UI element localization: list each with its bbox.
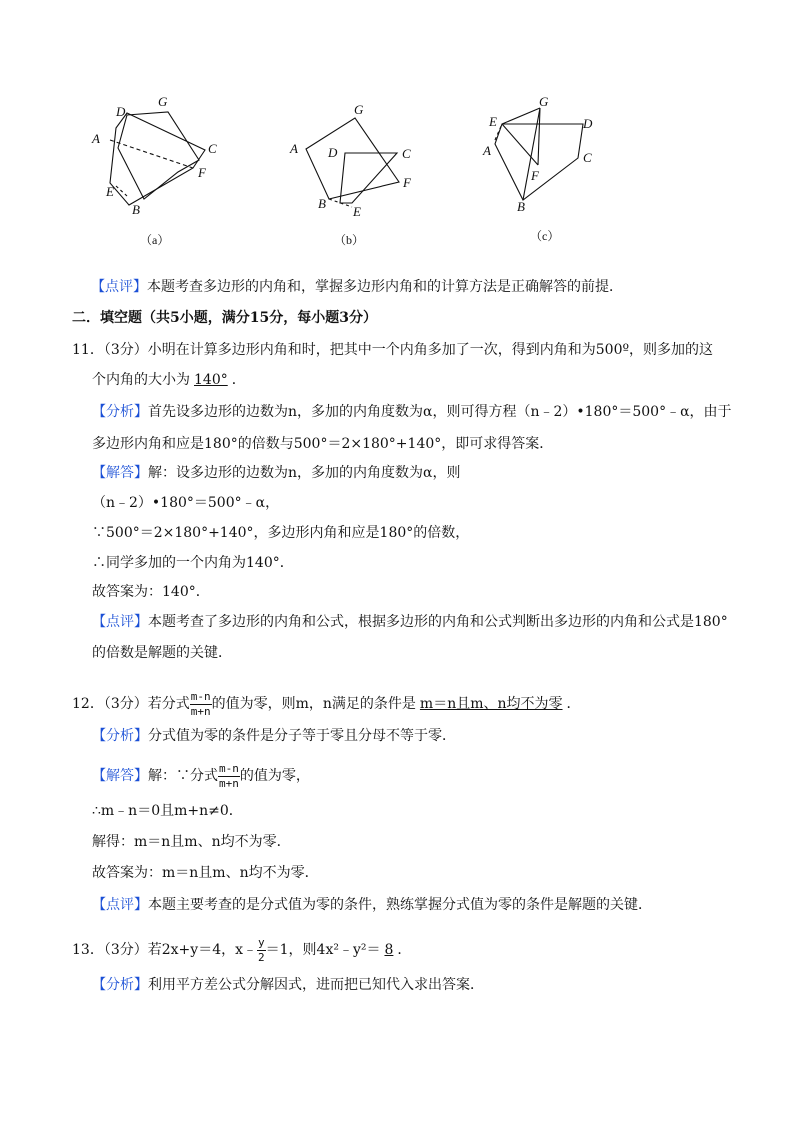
solution-tag: 【解答】 [92, 465, 148, 481]
fig-c-label-F: F [531, 168, 539, 183]
q13-score: （3分） [103, 942, 148, 958]
q13-fraction [257, 936, 266, 965]
q12-frac-den: m+n [190, 704, 211, 718]
fig-b-label-B: B [318, 196, 326, 211]
q11-answer: 140° [194, 372, 228, 388]
q11-comment [92, 612, 728, 632]
q11-sol-3: ∵500°＝2×180°+140°，多边形内角和应是180°的倍数， [92, 525, 470, 541]
q13-analysis-text: 利用平方差公式分解因式，进而把已知代入求出答案． [148, 977, 484, 993]
fig-a-label-A: A [92, 131, 100, 146]
fig-b-label-G: G [354, 102, 364, 117]
fig-c-label-C: C [583, 150, 592, 165]
top-comment-text: 本题考查多边形的内角和，掌握多边形内角和的计算方法是正确解答的前提． [147, 279, 623, 295]
fig-c-label-E: E [489, 114, 497, 129]
q12-line1 [72, 688, 581, 720]
q11-sol-4: ∴同学多加的一个内角为140°． [92, 555, 294, 571]
q11-sol-5: 故答案为：140°． [92, 584, 210, 600]
q13-number: 13． [72, 942, 104, 958]
q11-text-1: 小明在计算多边形内角和时，把其中一个内角多加了一次，得到内角和为500º，则多加的这 [147, 342, 714, 358]
fig-b-label-E: E [353, 204, 361, 219]
q12-frac-num: m-n [190, 689, 211, 703]
q11-line1 [72, 340, 713, 360]
q11-analysis-line2: 多边形内角和应是180°的倍数与500°＝2×180°+140°，即可求得答案． [92, 436, 554, 452]
fig-a-label-E: E [106, 184, 114, 199]
q13-text-3: ． [397, 942, 412, 958]
analysis-tag: 【分析】 [92, 404, 148, 420]
fig-a-label-F: F [198, 165, 206, 180]
section-title: 二．填空题（共5小题，满分15分，每小题3分） [72, 310, 377, 326]
q11-analysis-text-1: 首先设多边形的边数为n，多加的内角度数为α，则可得方程（n﹣2）•180°＝500°﹣α，由于 [148, 404, 732, 420]
comment-tag: 【点评】 [92, 614, 148, 630]
q11-analysis [92, 402, 732, 422]
figure-a [110, 112, 205, 205]
q11-score: （3分） [103, 342, 148, 358]
fig-b-label-D: D [328, 145, 338, 160]
q12-sol-frac-num: m-n [219, 761, 239, 775]
q12-comment-text: 本题主要考查的是分式值为零的条件，熟练掌握分式值为零的条件是解题的关键． [148, 897, 652, 913]
fig-c-label-G: G [539, 94, 549, 109]
q11-sol-1: 解：设多边形的边数为n，多加的内角度数为α，则 [148, 465, 461, 481]
q12-text-3: ． [566, 696, 581, 712]
q12-answer: m＝n且m、n均不为零 [419, 696, 563, 712]
q12-solution [92, 760, 310, 792]
q13-answer: 8 [384, 942, 394, 958]
top-comment [91, 277, 623, 297]
q12-sol-3: 解得：m＝n且m、n均不为零． [92, 834, 291, 850]
q13-frac-den: 2 [258, 950, 265, 964]
q12-sol-fraction [218, 762, 240, 791]
comment-tag: 【点评】 [92, 897, 148, 913]
q11-comment-line2: 的倍数是解题的关键． [92, 645, 232, 661]
figure-c [495, 108, 583, 200]
q12-comment [92, 895, 652, 915]
q12-sol-1: 解：∵分式 [148, 768, 218, 784]
q12-number: 12． [72, 696, 104, 712]
fig-c-caption: （c） [530, 229, 560, 243]
fig-c-label-A: A [483, 143, 491, 158]
q12-sol-2: ∴m﹣n＝0且m+n≠0． [92, 803, 243, 819]
q11-text-2: 个内角的大小为 [92, 372, 190, 388]
fig-c-label-D: D [583, 116, 593, 131]
q12-score: （3分） [103, 696, 148, 712]
q13-frac-num: y [258, 935, 265, 949]
fig-a-label-B: B [132, 202, 140, 217]
fig-a-caption: （a） [140, 233, 170, 247]
fig-b-label-C: C [402, 146, 411, 161]
q11-line2 [92, 370, 246, 390]
fig-b-label-A: A [290, 141, 298, 156]
fig-c-label-B: B [517, 199, 525, 214]
q11-solution [92, 463, 460, 483]
q12-text-1: 若分式 [147, 696, 190, 712]
analysis-tag: 【分析】 [92, 728, 148, 744]
q12-sol-1b: 的值为零， [239, 768, 310, 784]
figure-b [306, 118, 399, 207]
q13-text-1: 若2x+y＝4，x﹣ [147, 942, 257, 958]
fig-a-label-D: D [116, 104, 126, 119]
fig-b-caption: （b） [334, 233, 365, 247]
q12-analysis [92, 726, 456, 746]
fig-a-label-G: G [158, 94, 168, 109]
q12-analysis-text: 分式值为零的条件是分子等于零且分母不等于零． [148, 728, 456, 744]
analysis-tag: 【分析】 [92, 977, 148, 993]
comment-tag: 【点评】 [91, 279, 147, 295]
q12-sol-frac-den: m+n [219, 776, 239, 790]
q11-sol-2: （n﹣2）•180°＝500°﹣α， [92, 495, 280, 511]
q12-text-2: 的值为零，则m，n满足的条件是 [211, 696, 416, 712]
geometry-figures [0, 0, 800, 260]
fig-b-label-F: F [403, 175, 411, 190]
q13-line1 [72, 934, 411, 966]
q12-fraction [190, 690, 212, 719]
q13-analysis [92, 975, 484, 995]
q11-number: 11． [72, 342, 104, 358]
q12-sol-4: 故答案为：m＝n且m、n均不为零． [92, 865, 319, 881]
fig-a-label-C: C [208, 141, 217, 156]
q13-text-2: ＝1，则4x²﹣y²＝ [265, 942, 381, 958]
solution-tag: 【解答】 [92, 768, 148, 784]
q11-comment-text-1: 本题考查了多边形的内角和公式，根据多边形的内角和公式判断出多边形的内角和公式是180° [148, 614, 728, 630]
q11-text-3: ． [231, 372, 246, 388]
